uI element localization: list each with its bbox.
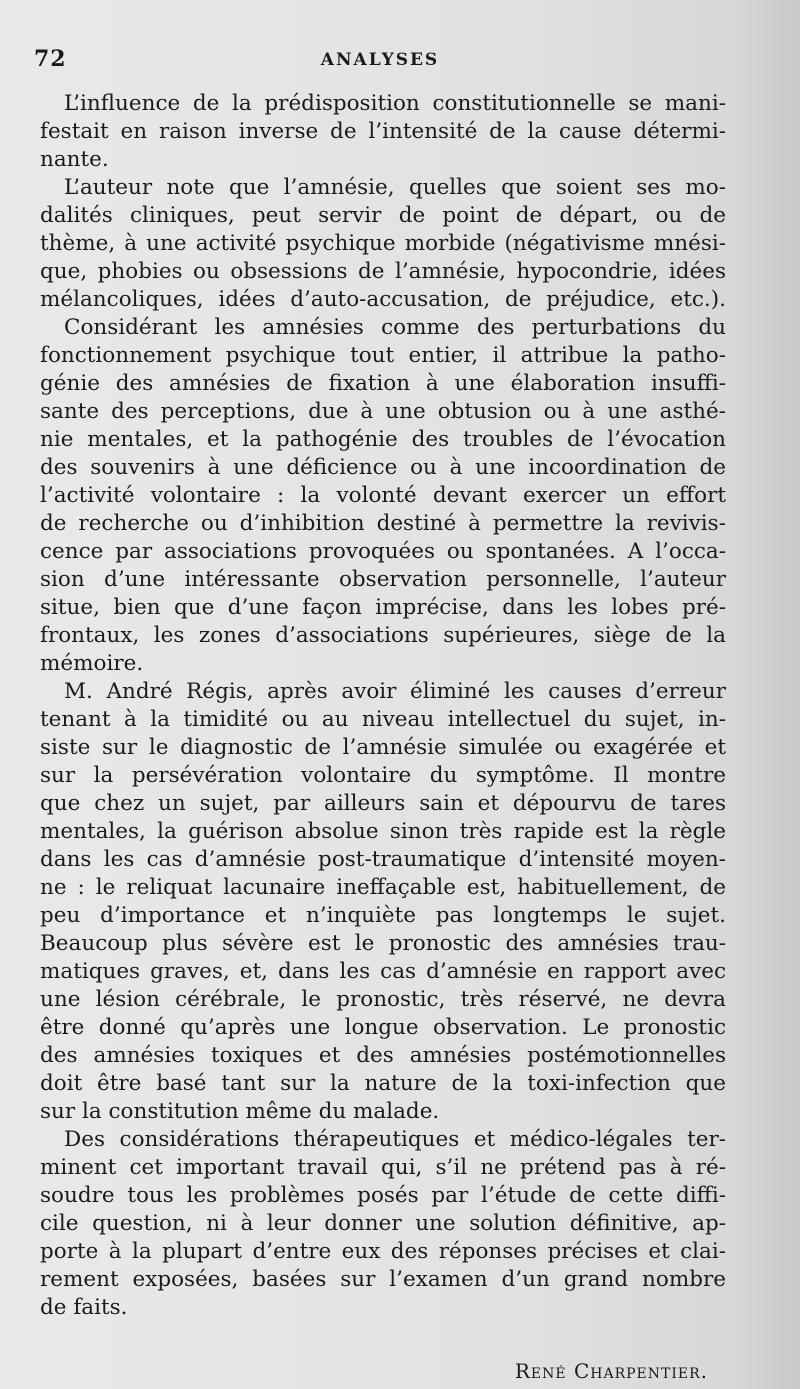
author-signature: René Charpentier. xyxy=(514,1359,708,1383)
text-line: siste sur le diagnostic de l’amnésie simulée ou exagérée et xyxy=(40,735,726,760)
text-line: nante. xyxy=(40,147,109,172)
text-line: Considérant les amnésies comme des perturbations du xyxy=(64,315,726,340)
text-line: festait en raison inverse de l’intensité de la cause détermi- xyxy=(40,119,726,144)
text-line: L’influence de la prédisposition constitutionnelle se mani- xyxy=(64,91,726,116)
text-line: dans les cas d’amnésie post-traumatique d’intensité moyen- xyxy=(40,847,726,872)
text-line: mémoire. xyxy=(40,651,144,676)
text-line: une lésion cérébrale, le pronostic, très réservé, ne devra xyxy=(40,987,726,1012)
text-line: que, phobies ou obsessions de l’amnésie, hypocondrie, idées xyxy=(40,259,726,284)
text-line: de faits. xyxy=(40,1295,128,1320)
text-line: génie des amnésies de fixation à une élaboration insuffi- xyxy=(40,371,726,396)
text-line: M. André Régis, après avoir éliminé les causes d’erreur xyxy=(64,679,726,704)
text-line: rement exposées, basées sur l’examen d’un grand nombre xyxy=(40,1267,726,1292)
text-line: Beaucoup plus sévère est le pronostic des amnésies trau- xyxy=(40,931,726,956)
text-line: cile question, ni à leur donner une solution définitive, ap- xyxy=(40,1211,726,1236)
text-line: soudre tous les problèmes posés par l’étude de cette diffi- xyxy=(40,1183,726,1208)
text-line: de recherche ou d’inhibition destiné à permettre la revivis- xyxy=(40,511,726,536)
text-line: cence par associations provoquées ou spontanées. A l’occa- xyxy=(40,539,726,564)
text-line: frontaux, les zones d’associations supérieures, siège de la xyxy=(40,623,726,648)
text-line: des souvenirs à une déficience ou à une incoordination de xyxy=(40,455,726,480)
text-line: tenant à la timidité ou au niveau intellectuel du sujet, in- xyxy=(40,707,726,732)
text-line: mélancoliques, idées d’auto-accusation, de préjudice, etc.). xyxy=(40,287,726,312)
page-number: 72 xyxy=(34,46,67,72)
text-line: matiques graves, et, dans les cas d’amnésie en rapport avec xyxy=(40,959,726,984)
text-line: ne : le reliquat lacunaire ineffaçable est, habituellement, de xyxy=(40,875,726,900)
text-line: mentales, la guérison absolue sinon très rapide est la règle xyxy=(40,819,726,844)
text-line: minent cet important travail qui, s’il ne prétend pas à ré- xyxy=(40,1155,726,1180)
text-line: peu d’importance et n’inquiète pas longtemps le sujet. xyxy=(40,903,726,928)
running-head xyxy=(0,46,800,76)
text-line: L’auteur note que l’amnésie, quelles que soient ses mo- xyxy=(64,175,726,200)
text-line: Des considérations thérapeutiques et médico-légales ter- xyxy=(64,1127,726,1152)
text-line: être donné qu’après une longue observation. Le pronostic xyxy=(40,1015,726,1040)
text-line: l’activité volontaire : la volonté devant exercer un effort xyxy=(40,483,726,508)
text-line: porte à la plupart d’entre eux des réponses précises et clai- xyxy=(40,1239,726,1264)
text-line: sante des perceptions, due à une obtusion ou à une asthé- xyxy=(40,399,726,424)
text-line: sur la constitution même du malade. xyxy=(40,1099,440,1124)
text-line: sur la persévération volontaire du symptôme. Il montre xyxy=(40,763,726,788)
text-line: nie mentales, et la pathogénie des troubles de l’évocation xyxy=(40,427,726,452)
text-line: fonctionnement psychique tout entier, il attribue la patho- xyxy=(40,343,726,368)
text-line: thème, à une activité psychique morbide (négativisme mnési- xyxy=(40,231,726,256)
text-line: dalités cliniques, peut servir de point de départ, ou de xyxy=(40,203,726,228)
running-head-title: ANALYSES xyxy=(320,50,440,70)
text-line: que chez un sujet, par ailleurs sain et dépourvu de tares xyxy=(40,791,726,816)
text-line: doit être basé tant sur la nature de la toxi-infection que xyxy=(40,1071,726,1096)
text-line: des amnésies toxiques et des amnésies postémotionnelles xyxy=(40,1043,726,1068)
text-line: situe, bien que d’une façon imprécise, dans les lobes pré- xyxy=(40,595,726,620)
text-line: sion d’une intéressante observation personnelle, l’auteur xyxy=(40,567,726,592)
